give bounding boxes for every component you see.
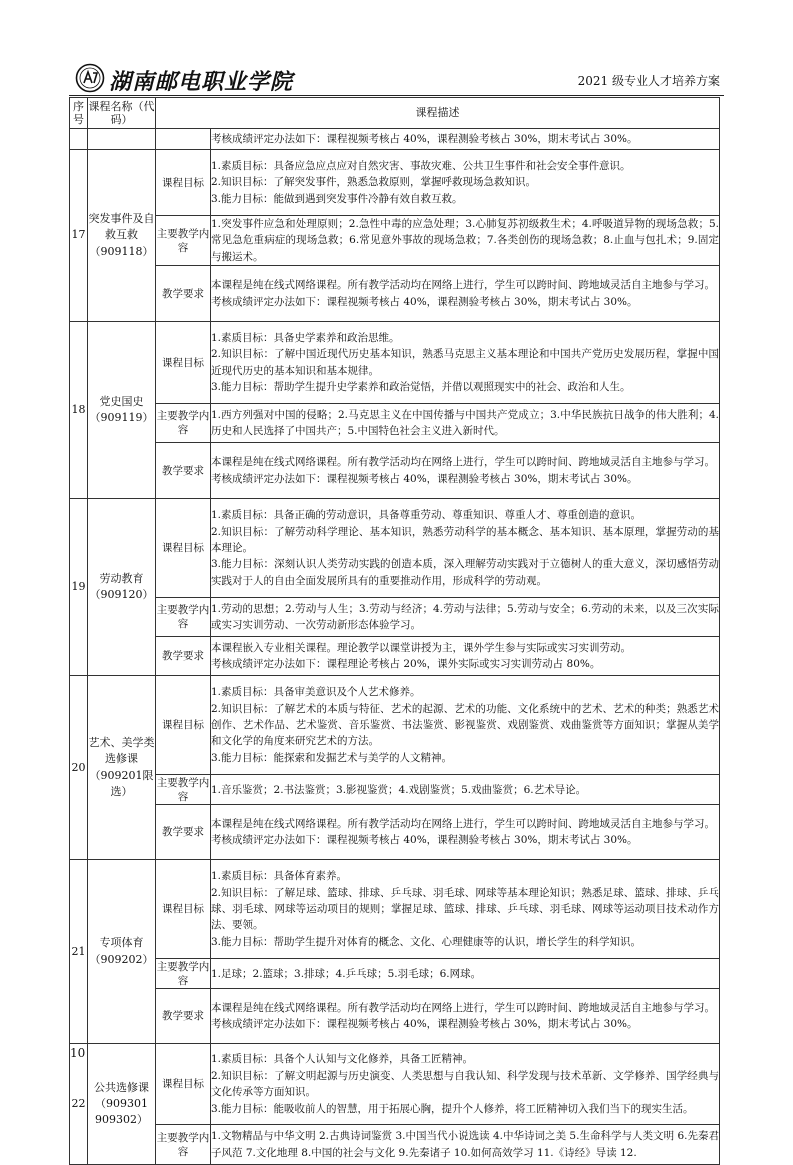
description-line: 1.劳动的思想；2.劳动与人生；3.劳动与经济；4.劳动与法律；5.劳动与安全；6.劳动的未来，以及三次实际或实习实训劳动、一次劳动新形态体验学习。 — [211, 602, 719, 632]
section-text-content — [211, 775, 720, 805]
course-row-21-content — [70, 959, 720, 989]
course-row-20-requirements — [70, 805, 720, 860]
header-divider — [69, 95, 724, 96]
description-line: 1.素质目标：具备个人认知与文化修养，具备工匠精神。 — [211, 1053, 474, 1066]
course-name: 劳动教育（909120） — [88, 499, 156, 676]
course-name: 公共选修课（909301 909302） — [88, 1044, 156, 1165]
course-row-19-requirements — [70, 637, 720, 676]
description-line: 考核成绩评定办法如下：课程视频考核占 40%，课程测验考核占 30%，期末考试占 30%。 — [211, 295, 638, 308]
description-line: 2.知识目标：了解足球、篮球、排球、乒乓球、羽毛球、网球等基本理论知识；熟悉足球、篮球、排球、乒乓球、羽毛球、网球等运动项目的规则；掌握足球、篮球、排球、乒乓球、羽毛球、网球等运动项目技术动作方法、要领。 — [211, 886, 719, 932]
description-line: 2.知识目标：了解劳动科学理论、基本知识，熟悉劳动科学的基本概念、基本知识、基本原理，掌握劳动的基本理论。 — [211, 525, 719, 555]
description-line: 3.能力目标：帮助学生提升对体育的概念、文化、心理健康等的认识，增长学生的科学知识。 — [211, 935, 642, 948]
course-row-21-requirements — [70, 989, 720, 1044]
section-label-content: 主要教学内容 — [156, 404, 211, 443]
school-name: 湖南邮电职业学院 — [109, 69, 294, 95]
description-line: 1.西方列强对中国的侵略；2.马克思主义在中国传播与中国共产党成立；3.中华民族抗日战争的伟大胜利；4.历史和人民选择了中国共产；5.中国特色社会主义进入新时代。 — [211, 408, 719, 438]
course-row-17-content — [70, 216, 720, 266]
description-line: 1.素质目标：具备应急应点应对自然灾害、事故灾难、公共卫生事件和社会安全事件意识。 — [211, 159, 631, 172]
section-label-objectives: 课程目标 — [156, 322, 211, 404]
table-header-row — [70, 98, 720, 129]
description-line: 1.足球；2.篮球；3.排球；4.乒乓球；5.羽毛球；6.网球。 — [211, 967, 482, 980]
description-line: 本课程是纯在线式网络课程。所有教学活动均在网络上进行，学生可以跨时间、跨地域灵活自主地参与学习。 — [211, 817, 715, 830]
course-name: 突发事件及自救互救（909118） — [88, 150, 156, 322]
col-header-num: 序号 — [70, 98, 88, 129]
description-line: 1.素质目标：具备正确的劳动意识，具备尊重劳动、尊重知识、尊重人才、尊重创造的意识。 — [211, 509, 642, 522]
section-label-requirements: 教学要求 — [156, 989, 211, 1044]
section-label-objectives: 课程目标 — [156, 676, 211, 775]
section-text-content — [211, 959, 720, 989]
description-line: 3.能力目标：帮助学生提升史学素养和政治觉悟，并借以观照现实中的社会、政治和人生。 — [211, 381, 631, 394]
section-text-content — [211, 404, 720, 443]
description-line: 2.知识目标：了解突发事件，熟悉急救原则，掌握呼救现场急救知识。 — [211, 176, 537, 189]
section-text-requirements — [211, 637, 720, 676]
course-number: 21 — [70, 860, 88, 1044]
section-label-objectives: 课程目标 — [156, 1044, 211, 1125]
section-label-requirements: 教学要求 — [156, 443, 211, 499]
description-line: 3.能力目标：能探索和发掘艺术与美学的人文精神。 — [211, 751, 453, 764]
description-line: 考核成绩评定办法如下：课程视频考核占 40%，课程测验考核占 30%，期末考试占 30%。 — [211, 1018, 638, 1031]
description-line: 3.能力目标：能吸收前人的智慧，用于拓展心胸，提升个人修养，将工匠精神切入我们当下的现实生活。 — [211, 1102, 694, 1115]
description-line: 1.突发事件应急和处理原则；2.急性中毒的应急处理；3.心肺复苏初级救生术；4.呼吸道异物的现场急救；5.常见急危重病症的现场急救；6.常见意外事故的现场急救；7.各类创伤的现场急救；8.止血与包扎术；9.固定与搬运术。 — [211, 218, 719, 263]
description-line: 1.素质目标：具备体育素养。 — [211, 870, 348, 883]
course-row-20-content — [70, 775, 720, 805]
section-text-requirements — [211, 805, 720, 860]
course-name: 专项体育（909202） — [88, 860, 156, 1044]
section-label-requirements: 教学要求 — [156, 637, 211, 676]
continuation-row — [70, 129, 720, 150]
continuation-label-cell — [156, 129, 211, 150]
description-line: 2.知识目标：了解文明起源与历史演变、人类思想与自我认知、科学发现与技术革新、文学修养、国学经典与文化传承等方面知识。 — [211, 1069, 719, 1099]
section-label-content: 主要教学内容 — [156, 960, 210, 987]
course-description-table — [69, 97, 720, 1165]
section-label-objectives: 课程目标 — [156, 860, 211, 959]
description-line: 1.素质目标：具备史学素养和政治思维。 — [211, 331, 400, 344]
section-label-objectives: 课程目标 — [156, 499, 211, 598]
course-row-18-requirements — [70, 443, 720, 499]
description-line: 3.能力目标：能做到遇到突发事件冷静有效自救互救。 — [211, 192, 463, 205]
description-line: 1.文物精品与中华文明 2.古典诗词鉴赏 3.中国当代小说选读 4.中华诗词之美 5.生命科学与人类文明 6.先秦君子风范 7.文化地理 8.中国的社会与文化 9.先秦诸子 10.如何高效学习 11.《诗经》导读 12. — [211, 1130, 719, 1159]
school-logo-icon — [75, 63, 105, 93]
plan-title: 2021 级专业人才培养方案 — [577, 74, 720, 88]
section-label-content: 主要教学内容 — [156, 598, 211, 637]
course-number: 17 — [70, 150, 88, 322]
page-header — [69, 62, 724, 94]
description-line: 本课程是纯在线式网络课程。所有教学活动均在网络上进行，学生可以跨时间、跨地域灵活自主地参与学习。 — [211, 1001, 715, 1014]
description-line: 考核成绩评定办法如下：课程视频考核占 40%，课程测验考核占 30%，期末考试占 30%。 — [211, 472, 638, 485]
section-label-objectives: 课程目标 — [156, 150, 211, 216]
course-row-20-objectives — [70, 676, 720, 775]
section-text-objectives — [211, 322, 720, 404]
section-text-requirements — [211, 443, 720, 499]
description-line: 考核成绩评定办法如下：课程理论考核占 20%，课外实际或实习实训劳动占 80%。 — [211, 658, 601, 671]
section-text-objectives — [211, 676, 720, 775]
description-line: 2.知识目标：了解中国近现代历史基本知识，熟悉马克思主义基本理论和中国共产党历史发展历程，掌握中国近现代历史的基本知识和基本规律。 — [211, 348, 719, 377]
section-label-content: 主要教学内容 — [156, 216, 211, 266]
course-row-18-objectives — [70, 322, 720, 404]
course-number: 22 — [70, 1044, 88, 1165]
course-row-21-objectives — [70, 860, 720, 959]
description-line: 本课程是纯在线式网络课程。所有教学活动均在网络上进行，学生可以跨时间、跨地域灵活自主地参与学习。 — [211, 456, 715, 469]
section-text-objectives — [211, 499, 720, 598]
continuation-text: 考核成绩评定办法如下：课程视频考核占 40%，课程测验考核占 30%，期末考试占 30%。 — [211, 129, 720, 150]
section-label-requirements: 教学要求 — [156, 266, 211, 322]
course-number: 19 — [70, 499, 88, 676]
section-text-content — [211, 598, 720, 637]
section-text-requirements — [211, 266, 720, 322]
section-text-content — [211, 216, 720, 266]
course-row-22-content — [70, 1125, 720, 1165]
description-line: 本课程是纯在线式网络课程。所有教学活动均在网络上进行，学生可以跨时间、跨地域灵活自主地参与学习。 — [211, 279, 715, 292]
course-row-19-objectives — [70, 499, 720, 598]
section-label-content: 主要教学内容 — [156, 776, 210, 803]
description-line: 1.素质目标：具备审美意识及个人艺术修养。 — [211, 686, 421, 699]
continuation-num-cell — [70, 129, 88, 150]
col-header-name: 课程名称（代码） — [88, 98, 156, 129]
course-row-19-content — [70, 598, 720, 637]
section-text-requirements — [211, 989, 720, 1044]
description-line: 考核成绩评定办法如下：课程视频考核占 40%，课程测验考核占 30%，期末考试占 30%。 — [211, 834, 638, 847]
description-line: 3.能力目标：深刻认识人类劳动实践的创造本质，深入理解劳动实践对于立德树人的重大意义，深切感悟劳动实践对于人的自由全面发展所具有的重要推动作用，形成科学的劳动观。 — [211, 558, 719, 587]
description-line: 2.知识目标：了解艺术的本质与特征、艺术的起源、艺术的功能、文化系统中的艺术、艺术的种类；熟悉艺术创作、艺术作品、艺术鉴赏、音乐鉴赏、书法鉴赏、影视鉴赏、戏剧鉴赏、戏曲鉴赏等方面知识；掌握从美学和文化学的角度来研究艺术的方法。 — [211, 702, 719, 748]
course-number: 18 — [70, 322, 88, 499]
col-header-desc: 课程描述 — [156, 98, 720, 129]
description-line: 本课程嵌入专业相关课程。理论教学以课堂讲授为主，课外学生参与实际或实习实训劳动。 — [211, 641, 631, 654]
section-text-objectives — [211, 150, 720, 216]
section-text-objectives — [211, 860, 720, 959]
course-row-18-content — [70, 404, 720, 443]
course-row-17-objectives — [70, 150, 720, 216]
page-number: 10 — [70, 1046, 86, 1060]
course-name: 党史国史（909119） — [88, 322, 156, 499]
section-text-content — [211, 1125, 720, 1165]
section-text-objectives — [211, 1044, 720, 1125]
description-line: 1.音乐鉴赏；2.书法鉴赏；3.影视鉴赏；4.戏剧鉴赏；5.戏曲鉴赏；6.艺术导论。 — [211, 783, 587, 796]
course-name: 艺术、美学类选修课（909201限选） — [88, 676, 156, 860]
section-label-requirements: 教学要求 — [156, 805, 211, 860]
continuation-name-cell — [88, 129, 156, 150]
course-number: 20 — [70, 676, 88, 860]
section-label-content: 主要教学内容 — [156, 1125, 211, 1165]
course-row-17-requirements — [70, 266, 720, 322]
course-row-22-objectives — [70, 1044, 720, 1125]
